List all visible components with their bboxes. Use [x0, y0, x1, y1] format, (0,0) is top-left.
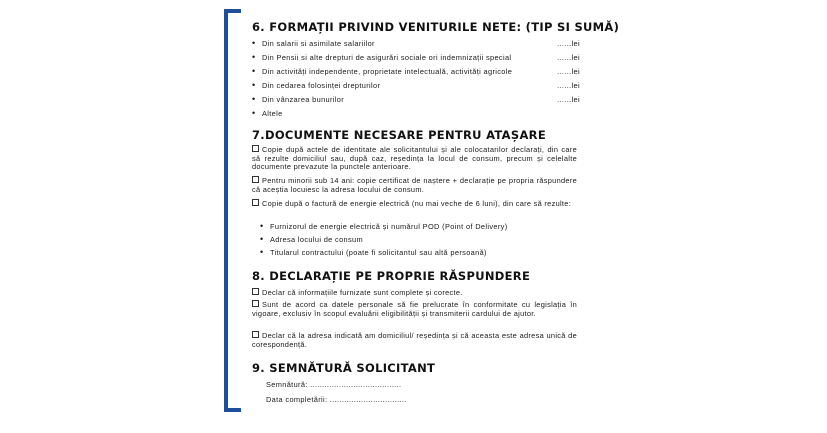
- section-9-title: 9. SEMNĂTURĂ SOLICITANT: [252, 361, 436, 375]
- bullet: •: [260, 221, 264, 231]
- income-item-rights: [252, 81, 580, 90]
- paragraph-text: Sunt de acord ca datele personale să fie prelucrate în conformitate cu legislația în vigoare, exclusiv în scopul evaluării eligibilității și transmiterii cardului de ajutor.: [252, 300, 577, 318]
- doc-requirement-id: [252, 145, 577, 172]
- income-amount-field[interactable]: ......lei: [557, 81, 580, 90]
- checkbox[interactable]: [252, 331, 259, 338]
- subitem-text: Furnizorul de energie electrică și numărul POD (Point of Delivery): [270, 222, 508, 231]
- declaration-complete: [252, 288, 577, 298]
- income-item-other: [252, 109, 580, 118]
- bullet: •: [260, 234, 264, 244]
- income-item-salaries: [252, 39, 580, 48]
- checkbox[interactable]: [252, 300, 259, 307]
- income-item-sales: [252, 95, 580, 104]
- doc-requirement-minors: [252, 176, 577, 194]
- page-bracket-decoration: [224, 9, 241, 412]
- section-7-title: 7.DOCUMENTE NECESARE PENTRU ATAȘARE: [252, 128, 546, 142]
- invoice-subitem: [260, 222, 508, 231]
- income-label: Din activități independente, proprietate intelectuală, activități agricole: [262, 67, 513, 76]
- income-label: Din salarii si asimilate salariilor: [262, 39, 375, 48]
- bullet: •: [252, 66, 256, 76]
- declaration-gdpr: [252, 300, 577, 318]
- checkbox[interactable]: [252, 199, 259, 206]
- paragraph-text: Declar că la adresa indicată am domiciliul/ reședința și că aceasta este adresa unică de corespondență.: [252, 331, 577, 349]
- checkbox[interactable]: [252, 145, 259, 152]
- bullet: •: [252, 80, 256, 90]
- bullet: •: [252, 94, 256, 104]
- income-item-pensions: [252, 53, 580, 62]
- subitem-text: Adresa locului de consum: [270, 235, 364, 244]
- bullet: •: [252, 52, 256, 62]
- invoice-subitem: [260, 248, 487, 257]
- income-amount-field[interactable]: ......lei: [557, 67, 580, 76]
- bullet: •: [260, 247, 264, 257]
- subitem-text: Titularul contractului (poate fi solicitantul sau altă persoană): [270, 248, 487, 257]
- checkbox[interactable]: [252, 176, 259, 183]
- doc-requirement-invoice: [252, 199, 577, 209]
- paragraph-text: Copie după actele de identitate ale solicitantului și ale colocatarilor declarați, din care să rezulte domiciliul sau, după caz, reședința la locul de consum, precum și celelalte documente prevazute la punctele anterioare.: [252, 145, 577, 172]
- bullet: •: [252, 108, 256, 118]
- section-6-title: 6. FORMAȚII PRIVIND VENITURILE NETE: (TIP SI SUMĂ): [252, 20, 620, 34]
- income-item-independent: [252, 67, 580, 76]
- bullet: •: [252, 38, 256, 48]
- income-amount-field[interactable]: ......lei: [557, 39, 580, 48]
- income-label: Din vânzarea bunurilor: [262, 95, 345, 104]
- income-label: Altele: [262, 109, 283, 118]
- income-amount-field[interactable]: ......lei: [557, 53, 580, 62]
- declaration-address: [252, 331, 577, 349]
- date-field[interactable]: Data completării: ................................: [266, 395, 407, 404]
- paragraph-text: Pentru minorii sub 14 ani: copie certificat de naștere + declarație pe propria răspundere că aceștia locuiesc la adresa locului de consum.: [252, 176, 577, 194]
- income-label: Din Pensii si alte drepturi de asigurări sociale ori indemnizații special: [262, 53, 512, 62]
- income-label: Din cedarea folosinței drepturilor: [262, 81, 381, 90]
- section-8-title: 8. DECLARAȚIE PE PROPRIE RĂSPUNDERE: [252, 269, 531, 283]
- signature-field[interactable]: Semnătură: ......................................: [266, 380, 402, 389]
- paragraph-text: Declar că informațiile furnizate sunt complete și corecte.: [262, 288, 463, 297]
- income-amount-field[interactable]: ......lei: [557, 95, 580, 104]
- paragraph-text: Copie după o factură de energie electrică (nu mai veche de 6 luni), din care să rezulte:: [262, 199, 572, 208]
- invoice-subitem: [260, 235, 363, 244]
- checkbox[interactable]: [252, 288, 259, 295]
